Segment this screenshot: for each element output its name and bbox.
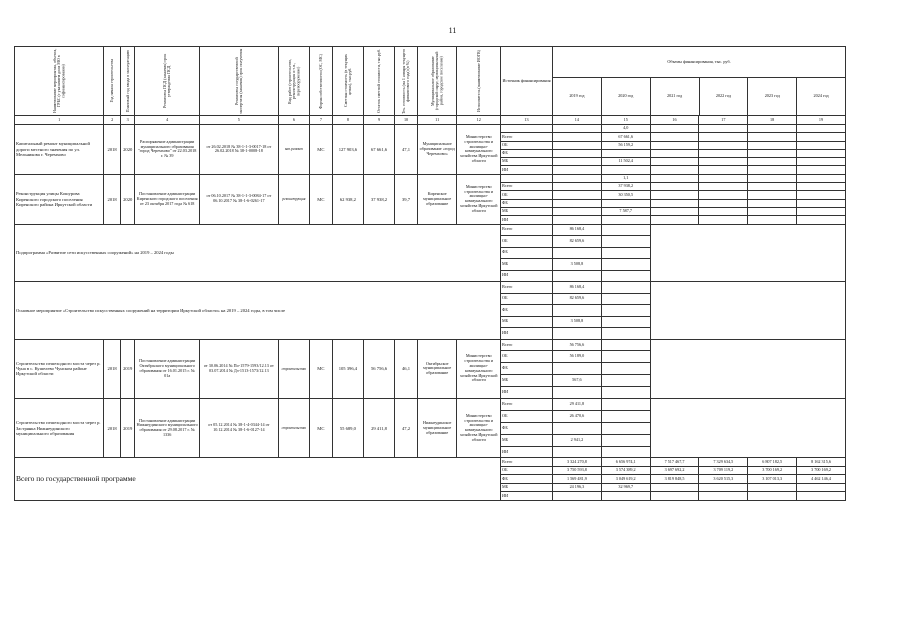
amount-cell <box>650 191 699 199</box>
amount-cell <box>650 216 699 224</box>
amount-cell <box>552 446 601 458</box>
amount-cell <box>650 483 699 492</box>
psd-details: Распоряжение администрации муниципального образования "город Черемхово" от 22.03.2018 г. № 39 <box>135 125 199 175</box>
amount-cell <box>601 351 650 363</box>
header-end-year: Плановый год ввода в эксплуатацию <box>120 47 135 116</box>
municipality: Нижнеудинское муниципальное образование <box>417 399 456 458</box>
amount-cell <box>650 207 699 215</box>
header-cost: Сметная стоимость (в текущих ценах), тыс.руб. <box>332 47 363 116</box>
year-2024: 2024 год <box>813 93 829 99</box>
amount-cell <box>699 216 748 224</box>
amount-cell: 82 659,6 <box>552 236 601 248</box>
header-name: Наименование мероприятия, объекта, ГРБС (с указанием доли МО в софинансировании) <box>15 47 104 116</box>
end-year: 2019 <box>120 339 135 398</box>
amount-cell <box>552 166 601 174</box>
amount-cell <box>699 183 748 191</box>
ownership: МС <box>309 125 332 175</box>
financing-table <box>14 46 846 501</box>
amount-cell: 29 411,8 <box>552 399 601 411</box>
amount-cell <box>552 328 601 340</box>
amount-cell: 3 709 119,2 <box>699 466 748 475</box>
amount-cell <box>552 141 601 149</box>
amount-cell: 7 517 467,7 <box>650 458 699 467</box>
amount-cell <box>650 183 699 191</box>
header-psd: Реквизиты ПСД (заказчик) срок утверждения ПСД <box>135 47 199 116</box>
amount-cell: 1,1 <box>601 174 650 182</box>
project-row <box>15 174 846 182</box>
readiness: 46,1 <box>395 339 418 398</box>
amount-cell <box>601 375 650 387</box>
source-cell: МБ <box>501 483 553 492</box>
source-cell: ФБ <box>501 247 553 259</box>
executor: Министерство строительства и жилищно-коммунального хозяйства Иркутской области <box>457 174 501 224</box>
source-cell: МБ <box>501 316 553 328</box>
amount-cell <box>748 216 797 224</box>
amount-cell <box>748 199 797 207</box>
psd-details: Постановление администрации Киренского городского поселения от 23 октября 2017 года № 618 <box>135 174 199 224</box>
source-cell: ОБ <box>501 466 553 475</box>
source-cell: ФБ <box>501 422 553 434</box>
amount-cell <box>552 492 601 501</box>
readiness: 47,1 <box>395 125 418 175</box>
empty-area <box>650 399 845 458</box>
municipality: Октябрьское муниципальное образование <box>417 339 456 398</box>
amount-cell <box>601 446 650 458</box>
amount-cell: 30 350,5 <box>601 191 650 199</box>
amount-cell <box>797 158 846 166</box>
amount-cell: 67 661,6 <box>601 133 650 141</box>
readiness: 39,7 <box>395 174 418 224</box>
amount-cell <box>601 224 650 236</box>
project-name: Капитальный ремонт муниципальной дороги местного значения по ул. Мельникова г. Черемхово <box>15 125 104 175</box>
expertise-details: от 30.06.2014 № По-1579-1593/12.13 от 03.07.2014 № Дз-1513-1573/12.13 <box>199 339 278 398</box>
end-year: 2020 <box>120 174 135 224</box>
amount-cell <box>552 199 601 207</box>
source-cell: ИИ <box>501 166 553 174</box>
amount-cell: 3 049 619,2 <box>601 475 650 484</box>
source-cell: ОБ <box>501 293 553 305</box>
municipality: Муниципальное образование «город Черемхово» <box>417 125 456 175</box>
subprogram-row-label: Подпрограмма «Развитие сети искусственных сооружений» на 2019 – 2024 годы <box>15 224 501 282</box>
amount-cell <box>748 166 797 174</box>
amount-cell <box>552 422 601 434</box>
header-remaining: Остаток сметной стоимости, тыс.руб. <box>363 47 394 116</box>
amount-cell <box>601 339 650 351</box>
ownership: МС <box>309 339 332 398</box>
source-cell: ИИ <box>501 328 553 340</box>
amount-cell <box>650 133 699 141</box>
amount-cell: 86 168,4 <box>552 224 601 236</box>
amount-cell <box>650 141 699 149</box>
amount-cell <box>699 199 748 207</box>
source-cell: Всего <box>501 339 553 351</box>
amount-cell <box>552 133 601 141</box>
amount-cell <box>650 174 699 182</box>
estimated-cost: 55 689,0 <box>332 399 363 458</box>
source-cell: ОБ <box>501 410 553 422</box>
source-cell: ОБ <box>501 236 553 248</box>
project-name: Реконструкция улицы Кошурова Киренского городского поселения Киренского района Иркутской области <box>15 174 104 224</box>
amount-cell <box>552 305 601 317</box>
source-cell: ФБ <box>501 475 553 484</box>
amount-cell <box>797 141 846 149</box>
amount-cell <box>748 149 797 157</box>
amount-cell <box>699 166 748 174</box>
work-type: реконструкция <box>278 174 309 224</box>
municipality: Киренское муниципальное образование <box>417 174 456 224</box>
header-work-type: Вид работ (строительство, реконструкция и т.п., перевооружение) <box>278 47 309 116</box>
source-cell: Всего <box>501 133 553 141</box>
amount-cell <box>797 183 846 191</box>
amount-cell <box>748 174 797 182</box>
amount-cell <box>797 125 846 133</box>
amount-cell <box>601 270 650 282</box>
project-row <box>15 125 846 133</box>
work-type: строительство <box>278 339 309 398</box>
amount-cell: 56 756,6 <box>552 339 601 351</box>
end-year: 2020 <box>120 125 135 175</box>
executor: Министерство строительства и жилищно-коммунального хозяйства Иркутской области <box>457 399 501 458</box>
expertise-details: от 26.02.2018 № 38-1-1-3-0017-18 от 26.02.2018 № 38-1-0008-18 <box>199 125 278 175</box>
amount-cell <box>601 282 650 294</box>
source-cell: ИИ <box>501 216 553 224</box>
amount-cell: 3 697 692,2 <box>650 466 699 475</box>
amount-cell <box>797 191 846 199</box>
start-year: 2018 <box>104 174 121 224</box>
source-cell: ОБ <box>501 141 553 149</box>
amount-cell <box>650 492 699 501</box>
work-type: кап.ремонт <box>278 125 309 175</box>
start-year: 2018 <box>104 339 121 398</box>
source-cell: МБ <box>501 259 553 271</box>
start-year: 2018 <box>104 399 121 458</box>
amount-cell <box>748 492 797 501</box>
year-2020: 2020 год <box>602 78 651 115</box>
year-2023: 2023 год <box>748 78 797 115</box>
amount-cell: 82 659,6 <box>552 293 601 305</box>
source-cell: Всего <box>501 224 553 236</box>
amount-cell: 4,0 <box>601 125 650 133</box>
amount-cell <box>601 363 650 375</box>
source-cell: ФБ <box>501 363 553 375</box>
source-cell: МБ <box>501 207 553 215</box>
amount-cell <box>601 247 650 259</box>
amount-cell <box>797 133 846 141</box>
amount-cell <box>699 174 748 182</box>
amount-cell <box>748 158 797 166</box>
amount-cell <box>552 270 601 282</box>
header-readiness: Тех. готовность (на 1 января текущего финансового года) (в %) <box>395 47 418 116</box>
amount-cell <box>601 199 650 207</box>
source-cell: ИИ <box>501 387 553 399</box>
amount-cell: 3 620 515,3 <box>699 475 748 484</box>
source-cell: ОБ <box>501 191 553 199</box>
page-number: 11 <box>448 26 457 35</box>
year-2021: 2021 год <box>651 78 700 115</box>
remaining-cost: 67 661,6 <box>363 125 394 175</box>
amount-cell <box>699 149 748 157</box>
header-source: Источник финансирования <box>501 47 553 116</box>
amount-cell <box>601 149 650 157</box>
amount-cell <box>650 125 699 133</box>
amount-cell: 3 574 389,2 <box>601 466 650 475</box>
amount-cell: 32 969,7 <box>601 483 650 492</box>
header-start-year: Год начала строительства <box>104 47 121 116</box>
amount-cell <box>650 149 699 157</box>
amount-cell <box>797 483 846 492</box>
amount-cell <box>552 191 601 199</box>
amount-cell <box>797 216 846 224</box>
amount-cell <box>748 141 797 149</box>
start-year: 2018 <box>104 125 121 175</box>
amount-cell <box>797 199 846 207</box>
amount-cell <box>601 316 650 328</box>
amount-cell: 24 196,3 <box>552 483 601 492</box>
amount-cell <box>748 133 797 141</box>
estimated-cost: 105 396,4 <box>332 339 363 398</box>
amount-cell <box>601 410 650 422</box>
work-type: строительство <box>278 399 309 458</box>
main-event-row-label: Основное мероприятие «Строительство искусственных сооружений на территории Иркутской области» на 2019 – 2024 годы, в том числе <box>15 282 501 340</box>
ownership: МС <box>309 174 332 224</box>
psd-details: Постановление администрации Октябрьского муниципального образования от 16.01.2015 г. № 01а <box>135 339 199 398</box>
amount-cell <box>797 207 846 215</box>
amount-cell <box>601 422 650 434</box>
amount-cell <box>552 207 601 215</box>
amount-cell: 567,6 <box>552 375 601 387</box>
amount-cell: 3 750 593,8 <box>552 466 601 475</box>
executor: Министерство строительства и жилищно-коммунального хозяйства Иркутской области <box>457 125 501 175</box>
source-cell <box>501 125 553 133</box>
amount-cell <box>552 387 601 399</box>
main-event-row <box>15 282 846 294</box>
amount-cell <box>650 158 699 166</box>
executor: Министерство строительства и жилищно-коммунального хозяйства Иркутской области <box>457 339 501 398</box>
amount-cell <box>601 236 650 248</box>
amount-cell <box>797 492 846 501</box>
amount-cell: 3 508,8 <box>552 259 601 271</box>
amount-cell <box>601 328 650 340</box>
end-year: 2019 <box>120 399 135 458</box>
expertise-details: от 05.12.2014 № 38-1-4-0344-14 от 10.12.2014 № 38-1-6-0127-14 <box>199 399 278 458</box>
amount-cell: 26 470,6 <box>552 410 601 422</box>
remaining-cost: 37 938,2 <box>363 174 394 224</box>
source-cell: ИИ <box>501 492 553 501</box>
source-cell: ФБ <box>501 305 553 317</box>
source-cell: ФБ <box>501 149 553 157</box>
amount-cell <box>699 483 748 492</box>
amount-cell <box>601 293 650 305</box>
ownership: МС <box>309 399 332 458</box>
amount-cell: 3 700 169,2 <box>748 466 797 475</box>
amount-cell: 3 324 270,8 <box>552 458 601 467</box>
amount-cell <box>797 174 846 182</box>
amount-cell: 1 569 481,9 <box>552 475 601 484</box>
amount-cell <box>601 434 650 446</box>
amount-cell <box>748 191 797 199</box>
bridge-row <box>15 399 846 411</box>
amount-cell: 6 656 974,1 <box>601 458 650 467</box>
amount-cell: 3 107 013,3 <box>748 475 797 484</box>
amount-cell: 8 162 315,6 <box>797 458 846 467</box>
amount-cell: 7 329 634,5 <box>699 458 748 467</box>
year-2022: 2022 год <box>700 78 749 115</box>
source-cell: МБ <box>501 158 553 166</box>
empty-area <box>650 339 845 398</box>
empty-area <box>650 282 845 340</box>
amount-cell <box>552 247 601 259</box>
remaining-cost: 56 756,6 <box>363 339 394 398</box>
amount-cell <box>552 158 601 166</box>
project-name: Строительство пешеходного моста через р. Застрянка Нижнеудинского муниципального образования <box>15 399 104 458</box>
psd-details: Постановление администрации Нижнеудинского муниципального образования от 29.08.2017 г. № 1336 <box>135 399 199 458</box>
year-2019: 2019 год <box>553 78 602 115</box>
source-cell: ОБ <box>501 351 553 363</box>
amount-cell: 3 508,8 <box>552 316 601 328</box>
amount-cell <box>699 141 748 149</box>
bridge-row <box>15 339 846 351</box>
source-cell: МБ <box>501 375 553 387</box>
amount-cell <box>797 166 846 174</box>
source-cell: Всего <box>501 399 553 411</box>
amount-cell <box>699 191 748 199</box>
amount-cell: 6 807 182,5 <box>748 458 797 467</box>
amount-cell <box>748 183 797 191</box>
remaining-cost: 29 411,8 <box>363 399 394 458</box>
amount-cell <box>601 216 650 224</box>
amount-cell <box>650 199 699 207</box>
amount-cell <box>699 207 748 215</box>
header-executor: Исполнитель (наименование ИОГВ) <box>457 47 501 116</box>
amount-cell <box>699 492 748 501</box>
amount-cell <box>748 483 797 492</box>
estimated-cost: 127 903,6 <box>332 125 363 175</box>
estimated-cost: 62 938,2 <box>332 174 363 224</box>
amount-cell <box>797 149 846 157</box>
amount-cell <box>552 216 601 224</box>
amount-cell <box>601 399 650 411</box>
amount-cell <box>552 183 601 191</box>
subprogram-row <box>15 224 846 236</box>
amount-cell: 2 941,2 <box>552 434 601 446</box>
amount-cell: 56 159,2 <box>601 141 650 149</box>
amount-cell <box>552 149 601 157</box>
header-row <box>15 47 846 116</box>
amount-cell <box>748 125 797 133</box>
source-cell: ИИ <box>501 446 553 458</box>
amount-cell <box>601 492 650 501</box>
amount-cell: 3 819 848,5 <box>650 475 699 484</box>
source-cell: Всего <box>501 183 553 191</box>
readiness: 47,2 <box>395 399 418 458</box>
source-cell <box>501 174 553 182</box>
amount-cell: 7 587,7 <box>601 207 650 215</box>
amount-cell <box>601 387 650 399</box>
total-row <box>15 458 846 467</box>
source-cell: Всего <box>501 458 553 467</box>
amount-cell <box>552 363 601 375</box>
amount-cell: 4 462 146,4 <box>797 475 846 484</box>
amount-cell <box>699 125 748 133</box>
amount-cell <box>699 158 748 166</box>
column-number-row: 1 2 3 4 5 6 7 8 9 10 11 12 13 14 15 16 17 18 19 <box>15 116 846 125</box>
header-volumes: Объемы финансирования, тыс. руб. 2019 год 2020 год 2021 год 2022 год 2023 год 2024 год <box>552 47 845 116</box>
amount-cell <box>650 166 699 174</box>
source-cell: ИИ <box>501 270 553 282</box>
amount-cell: 37 938,2 <box>601 183 650 191</box>
amount-cell <box>699 133 748 141</box>
amount-cell: 11 502,4 <box>601 158 650 166</box>
amount-cell <box>552 125 601 133</box>
project-name: Строительство пешеходного моста через р. Чуна в с. Кушелево Чунском районе Иркутской области <box>15 339 104 398</box>
amount-cell <box>601 166 650 174</box>
source-cell: МБ <box>501 434 553 446</box>
source-cell: Всего <box>501 282 553 294</box>
amount-cell: 56 189,0 <box>552 351 601 363</box>
expertise-details: от 06.10.2017 № 38-1-1-3-0084-17 от 06.10.2017 № 38-1-6-0261-17 <box>199 174 278 224</box>
header-expertise: Реквизиты государственной экспертизы (заказчик) срок получения <box>199 47 278 116</box>
amount-cell <box>552 174 601 182</box>
total-label: Всего по государственной программе <box>15 458 501 501</box>
empty-area <box>650 224 845 282</box>
header-municipality: Муниципальное образование (городской округ, муниципальный район, городское поселение) <box>417 47 456 116</box>
amount-cell: 86 168,4 <box>552 282 601 294</box>
header-ownership: Форма собственности (ОС, МС) <box>309 47 332 116</box>
amount-cell <box>748 207 797 215</box>
amount-cell <box>601 305 650 317</box>
amount-cell: 3 700 169,2 <box>797 466 846 475</box>
source-cell: ФБ <box>501 199 553 207</box>
amount-cell <box>601 259 650 271</box>
